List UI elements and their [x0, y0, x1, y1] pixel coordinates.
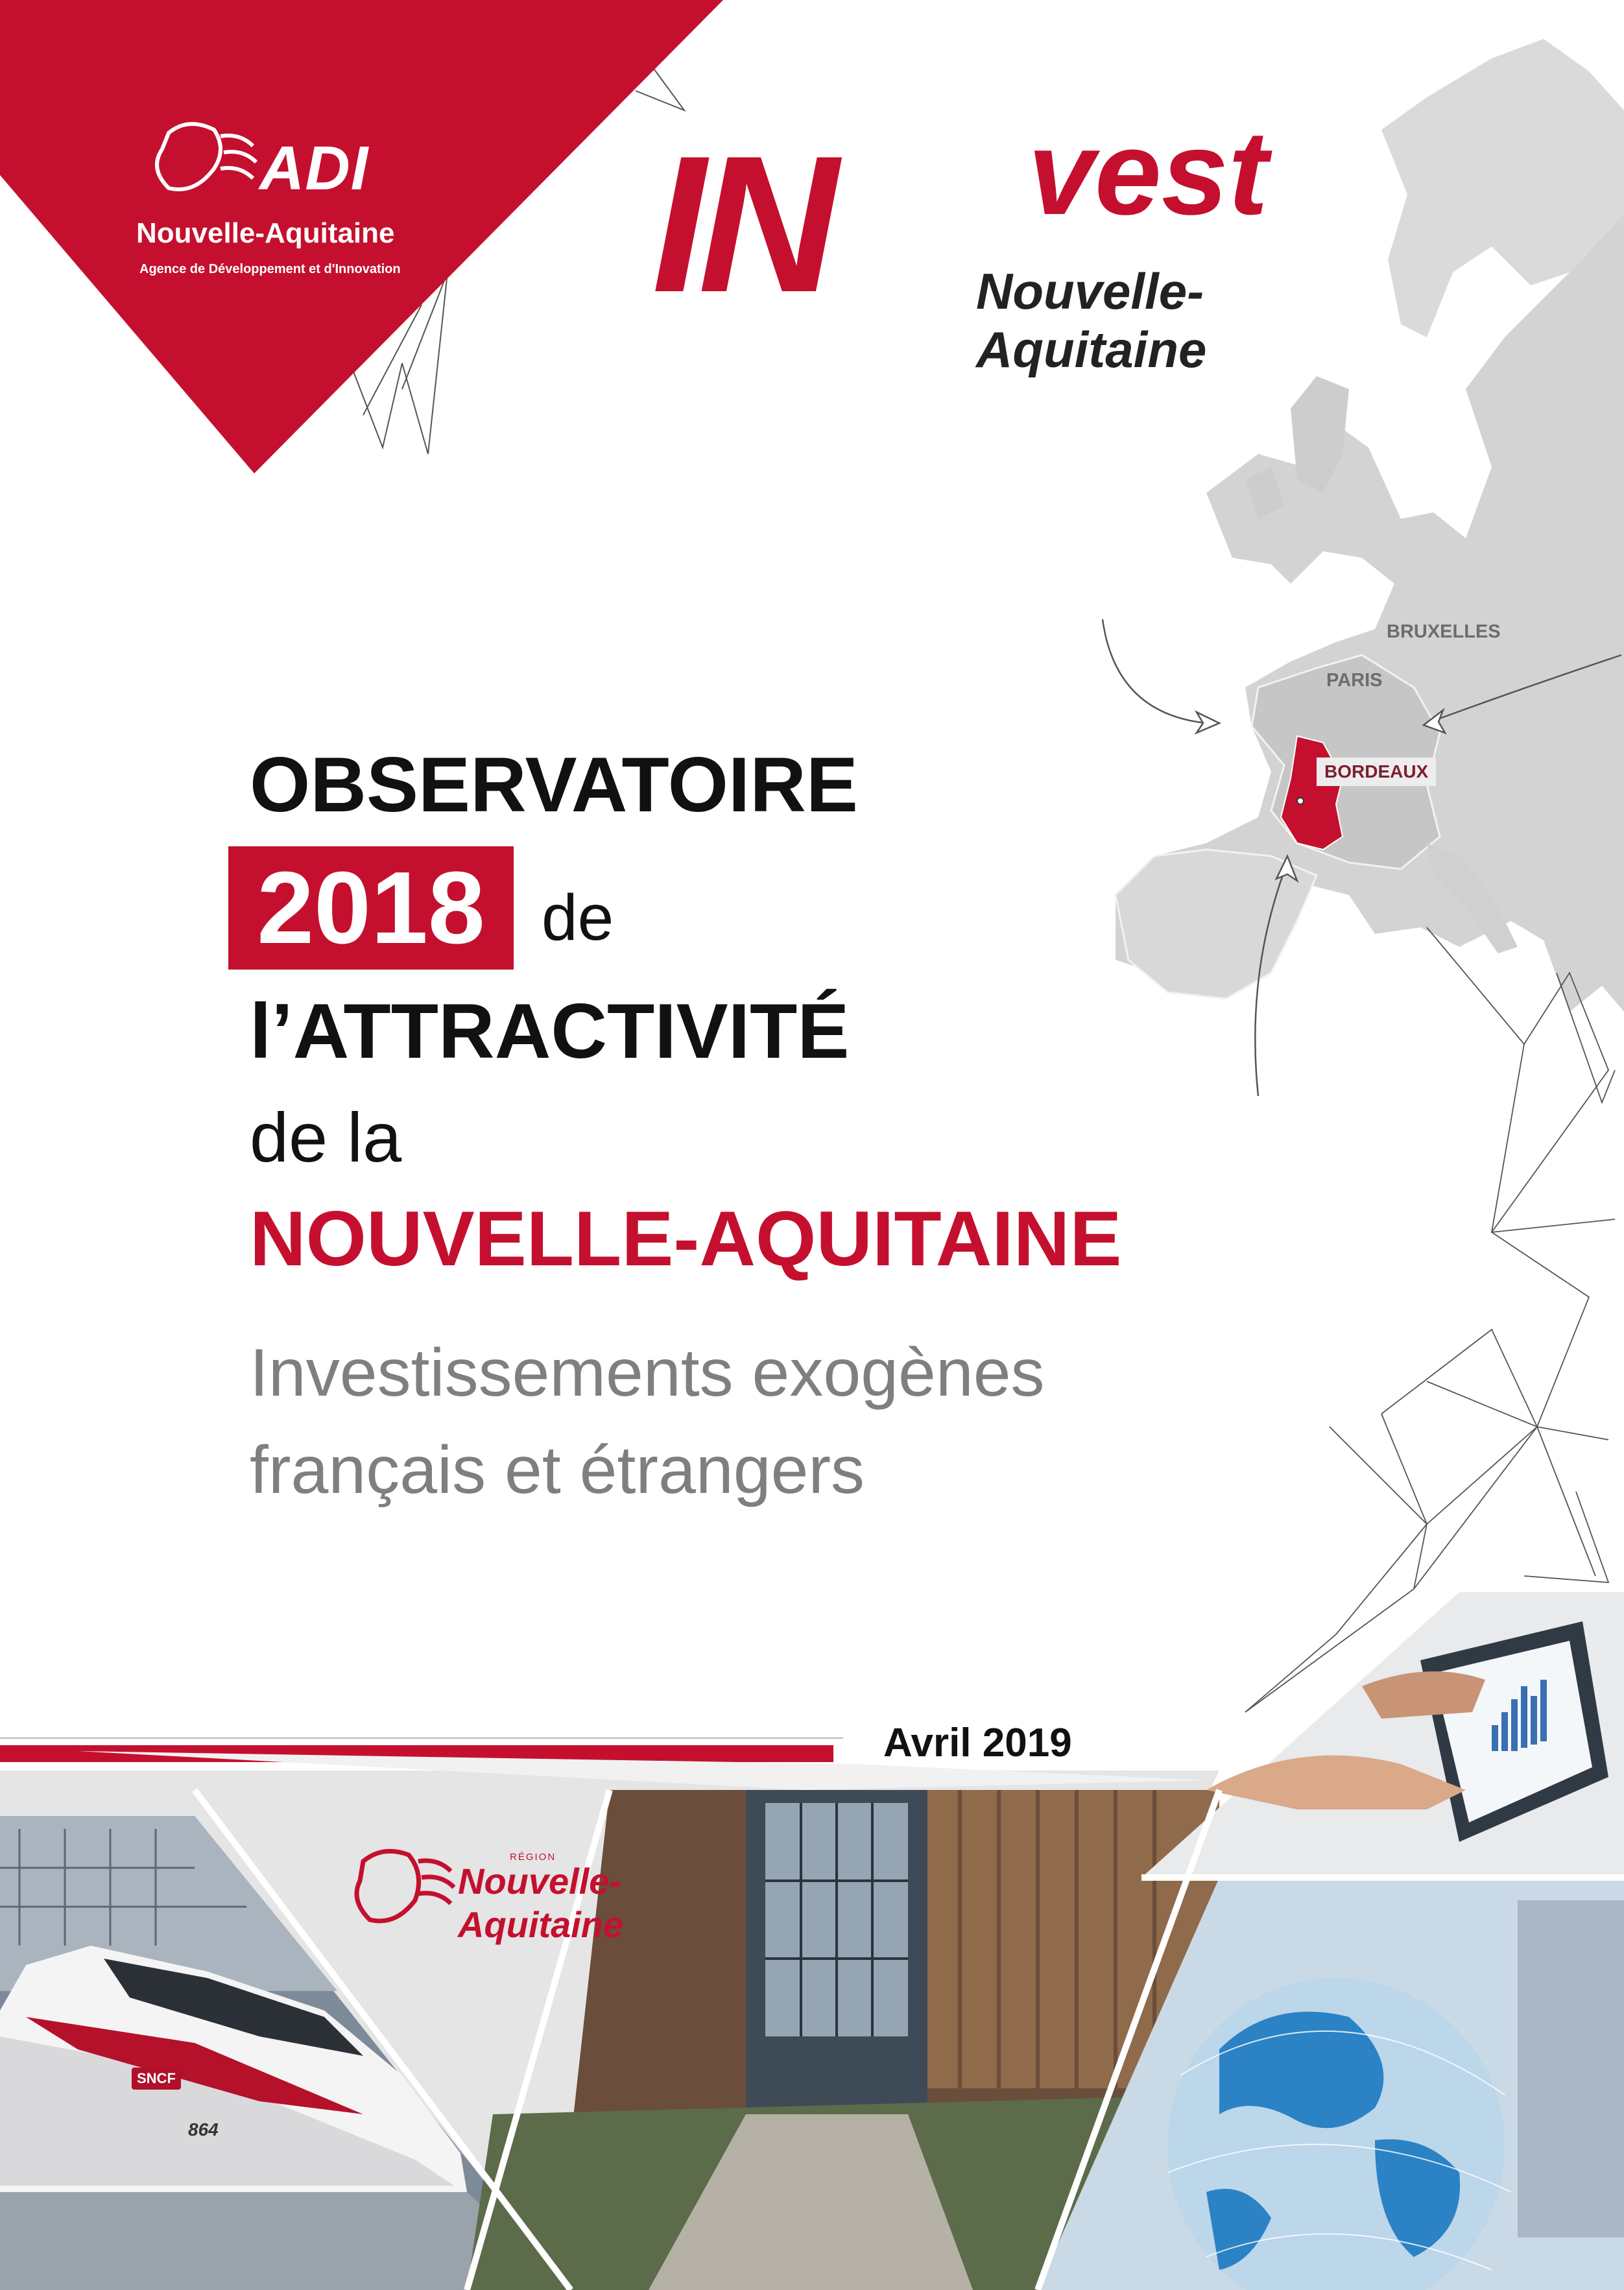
map-label-paris: PARIS: [1326, 670, 1383, 691]
train-number: 864: [188, 2119, 219, 2140]
region-logo-small: RÉGION: [510, 1852, 556, 1863]
invest-logo-region-line2: Aquitaine: [976, 321, 1207, 378]
tablet-photo: [1141, 1592, 1624, 1878]
map-label-bordeaux: BORDEAUX: [1317, 757, 1436, 786]
year-badge-text: 2018: [257, 851, 485, 965]
subtitle-line2: français et étrangers: [250, 1433, 865, 1508]
title-nouvelle-aquitaine: NOUVELLE-AQUITAINE: [250, 1195, 1122, 1282]
adi-logo-title: ADI: [259, 134, 369, 203]
invest-logo-in: IN: [652, 115, 831, 333]
map-label-bruxelles: BRUXELLES: [1387, 621, 1501, 642]
adi-logo-subtitle: Nouvelle-Aquitaine: [136, 217, 395, 249]
train-sncf-logo: SNCF: [132, 2068, 181, 2090]
adi-logo-tagline: Agence de Développement et d'Innovation: [139, 262, 401, 276]
title-observatoire: OBSERVATOIRE: [250, 741, 858, 828]
title-attractivite: l’ATTRACTIVITÉ: [250, 988, 850, 1075]
title-de: de: [542, 881, 614, 954]
publication-date: Avril 2019: [883, 1721, 1072, 1765]
invest-logo-region-line1: Nouvelle-: [976, 263, 1204, 320]
title-de-la: de la: [250, 1098, 402, 1176]
region-logo-line1: Nouvelle-: [458, 1861, 622, 1902]
invest-logo-vest: vest: [1028, 106, 1269, 240]
region-logo-line2: Aquitaine: [458, 1904, 624, 1945]
subtitle-line1: Investissements exogènes: [250, 1335, 1045, 1411]
